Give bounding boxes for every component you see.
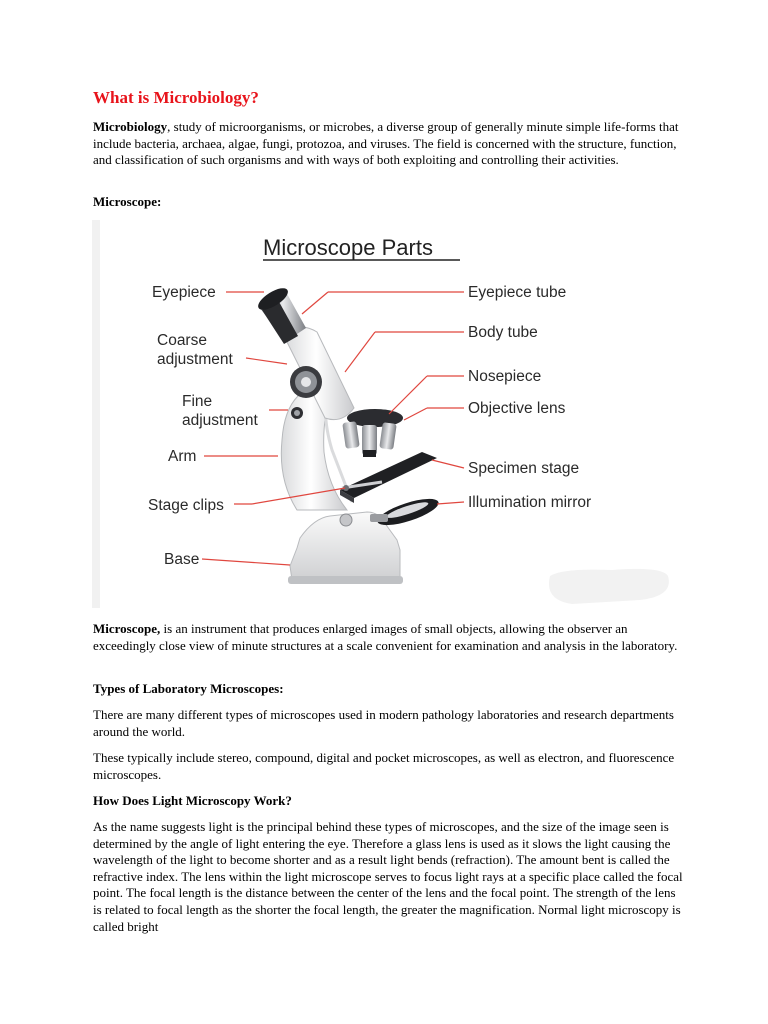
label-eyepiece: Eyepiece [152,284,216,301]
microscope-definition [93,621,683,654]
label-illumination-mirror: Illumination mirror [468,494,592,511]
light-microscopy-paragraph: As the name suggests light is the principal behind these types of microscopes, and the size of the image seen is determined by the angle of light entering the eye. Therefore a glass lens is used as it slows the light causing the wavelength of the light to become shorter and as a result light bends (refraction). The amount bent is called the refractive index. The lens within the light microscope serves to focus light rays at a specific place called the focal point. The focal length is the distance between the center of the lens and the focal point. The strength of the lens is related to focal length as the shorter the focal length, the greater the magnification. Normal light microscopy is called bright [93,819,683,934]
label-objective-lens: Objective lens [468,400,566,417]
label-coarse-adjustment-line1: Coarse [157,332,207,349]
page-title: What is Microbiology? [93,88,259,107]
types-paragraph-1: There are many different types of microscopes used in modern pathology laboratories and research departments around the world. [93,707,674,739]
intro-text: , study of microorganisms, or microbes, a diverse group of generally minute simple life-forms that include bacteria, archaea, algae, fungi, protozoa, and viruses. The field is concerned with the structure, function, and classification of such organisms and with ways of both exploiting and controlling their activities. [93,119,679,168]
microscope-text: is an instrument that produces enlarged images of small objects, allowing the observer an exceedingly close view of minute structures at a scale convenient for examination and analysis in the laboratory. [93,621,678,653]
label-eyepiece-tube: Eyepiece tube [468,284,567,301]
label-body-tube: Body tube [468,324,538,341]
light-microscopy-heading: How Does Light Microscopy Work? [93,793,292,808]
label-arm: Arm [168,448,197,465]
label-base: Base [164,551,200,568]
label-fine-adjustment-line2: adjustment [182,412,258,429]
label-coarse-adjustment-line2: adjustment [157,351,233,368]
types-paragraph-2: These typically include stereo, compound, digital and pocket microscopes, as well as electron, and fluorescence microscopes. [93,750,675,782]
microscope-heading: Microscope: [93,194,162,209]
intro-paragraph [93,119,683,169]
label-specimen-stage: Specimen stage [468,460,580,477]
label-stage-clips: Stage clips [148,497,224,514]
microscope-parts-figure [92,220,715,608]
types-heading: Types of Laboratory Microscopes: [93,681,284,696]
label-nosepiece: Nosepiece [468,368,542,385]
label-fine-adjustment-line1: Fine [182,393,213,410]
intro-term: Microbiology [93,119,168,134]
figure-title: Microscope Parts [263,235,433,260]
microscope-term: Microscope, [93,621,161,636]
